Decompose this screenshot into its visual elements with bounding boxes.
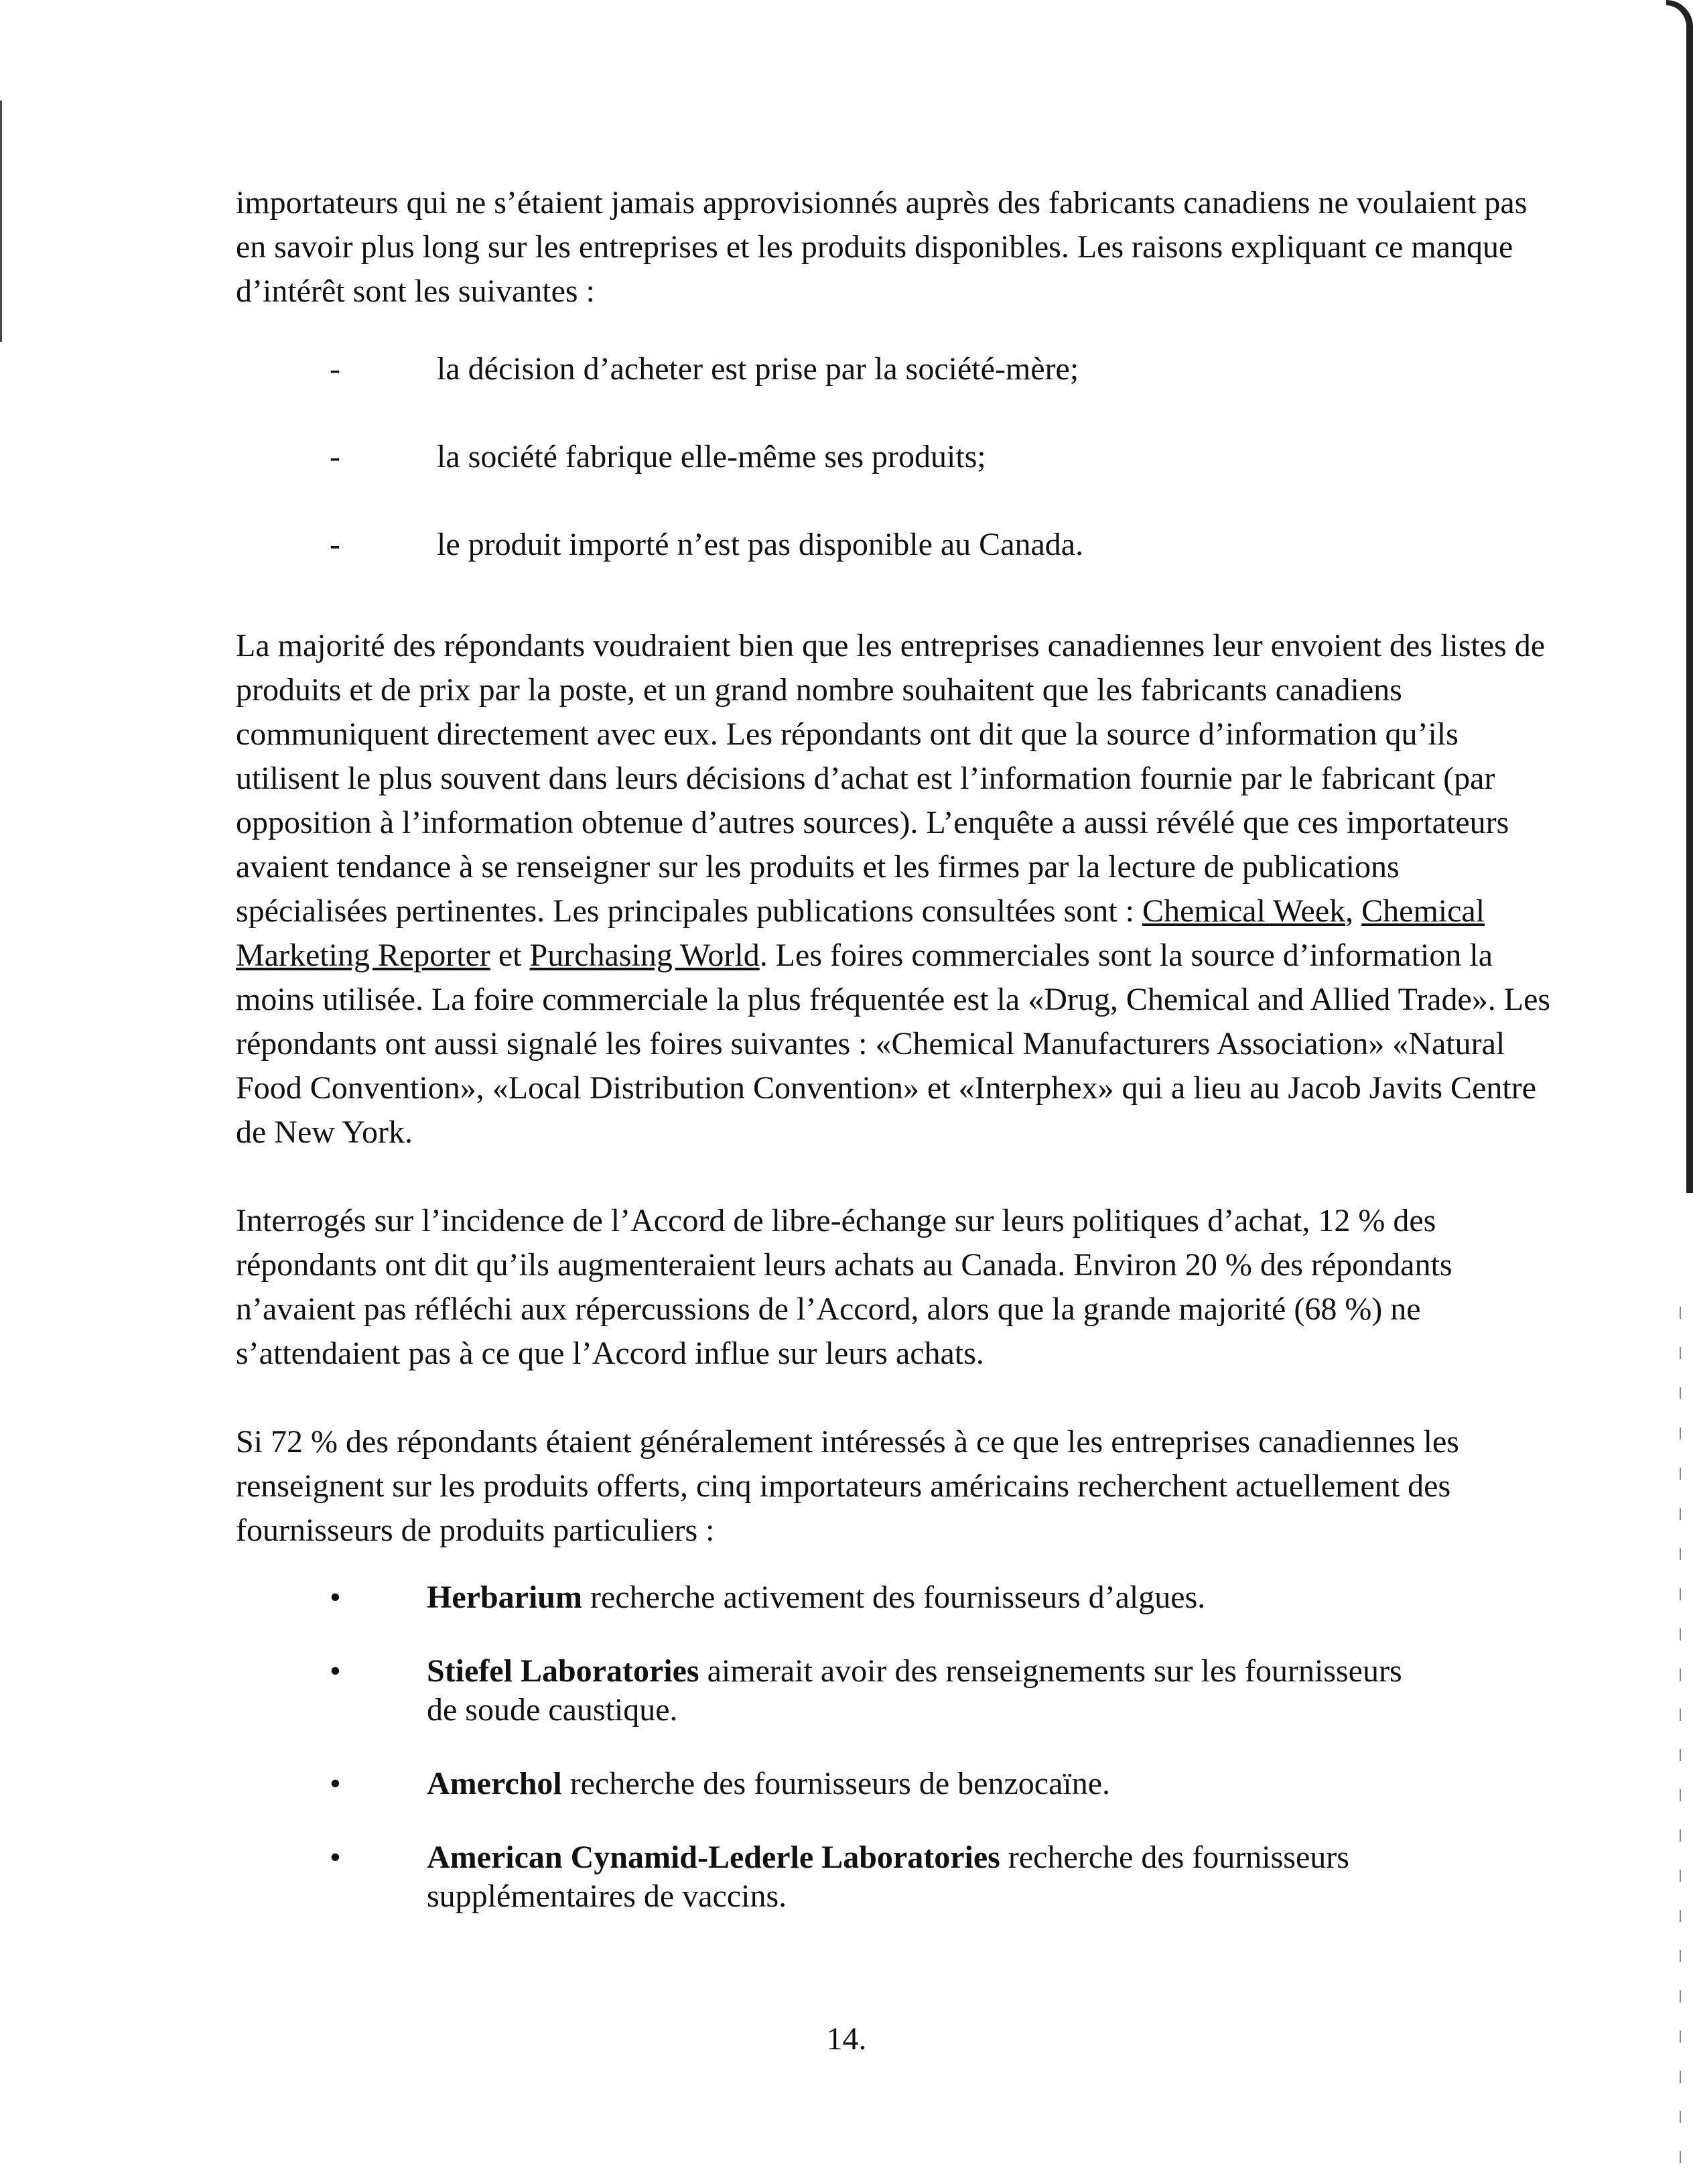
page-number: 14.: [826, 2021, 867, 2057]
bullet-marker: •: [330, 1840, 341, 1875]
publication-title: Chemical Marketing Reporter: [236, 893, 1485, 973]
bullet-marker: •: [330, 1653, 341, 1689]
publication-title: Purchasing World: [529, 938, 760, 973]
list-item-text: la décision d’acheter est prise par la société-mère;: [437, 351, 1079, 387]
list-item: [236, 1838, 1556, 1916]
list-item-text: recherche des fournisseurs de benzocaïne.: [561, 1766, 1111, 1801]
separator: ,: [1345, 893, 1362, 929]
list-item: [236, 1578, 1556, 1617]
page-content: [236, 181, 1556, 1951]
bullet-marker: •: [330, 1580, 341, 1615]
company-name: Stiefel Laboratories: [427, 1653, 699, 1689]
dash-marker: -: [330, 439, 340, 474]
separator: et: [490, 938, 530, 973]
company-name: Herbarium: [427, 1580, 582, 1615]
list-item: [236, 1764, 1556, 1803]
interest-paragraph: Si 72 % des répondants étaient généralement intéressés à ce que les entreprises canadiennes les renseignent sur les produits offerts, cinq importateurs américains recherchent actuellement des fournisseurs de produits particuliers :: [236, 1424, 1459, 1548]
company-name: American Cynamid-Lederle Laboratories: [427, 1840, 1000, 1875]
list-item: [236, 1652, 1556, 1730]
sources-text-2: . Les foires commerciales sont la source d’information la moins utilisée. La foire commerciale la plus fréquentée est la «Drug, Chemical and Allied Trade». Les répondants ont aussi signalé les foires suivantes : «Chemical Manufacturers Association» «Natural Food Convention», «Local Distribution Convention» et «Interphex» qui a lieu au Jacob Javits Centre de New York.: [236, 938, 1551, 1150]
list-item-text: recherche des fournisseurs supplémentaires de vaccins.: [427, 1840, 1349, 1914]
free-trade-paragraph: Interrogés sur l’incidence de l’Accord de libre-échange sur leurs politiques d’achat, 12 % des répondants ont dit qu’ils augmenteraient leurs achats au Canada. Environ 20 % des répondants n’avaient pas réfléchi aux répercussions de l’Accord, alors que la grande majorité (68 %) ne s’attendaient pas à ce que l’Accord influe sur leurs achats.: [236, 1203, 1452, 1371]
sources-paragraph: [236, 624, 1556, 1155]
dash-marker: -: [330, 351, 340, 387]
list-item: [236, 523, 1556, 567]
intro-paragraph: importateurs qui ne s’étaient jamais approvisionnés auprès des fabricants canadiens ne voulaient pas en savoir plus long sur les entreprises et les produits disponibles. Les raisons expliquant ce manque d’intérêt sont les suivantes :: [236, 185, 1528, 309]
list-item: [236, 347, 1556, 391]
sources-text-1: La majorité des répondants voudraient bien que les entreprises canadiennes leur envoient des listes de produits et de prix par la poste, et un grand nombre souhaitent que les fabricants canadiens communiquent directement avec eux. Les répondants ont dit que la source d’information qu’ils utilisent le plus souvent dans leurs décisions d’achat est l’information fournie par le fabricant (par opposition à l’information obtenue d’autres sources). L’enquête a aussi révélé que ces importateurs avaient tendance à se renseigner sur les produits et les firmes par la lecture de publications spécialisées pertinentes. Les principales publications consultées sont :: [236, 628, 1546, 929]
company-name: Amerchol: [427, 1766, 562, 1801]
importers-list: [236, 1578, 1556, 1916]
dash-marker: -: [330, 527, 340, 562]
publication-title: Chemical Week: [1142, 893, 1346, 929]
list-item-text: le produit importé n’est pas disponible au Canada.: [437, 527, 1084, 562]
list-item: [236, 435, 1556, 479]
list-item-text: la société fabrique elle-même ses produits;: [437, 439, 986, 474]
list-item-text: recherche activement des fournisseurs d’algues.: [582, 1580, 1206, 1615]
scan-edge-line: [0, 101, 2, 342]
reasons-list: [236, 347, 1556, 567]
list-item-text: aimerait avoir des renseignements sur les fournisseurs de soude caustique.: [427, 1653, 1402, 1728]
bullet-marker: •: [330, 1766, 341, 1801]
scan-edge-mark: [1666, 0, 1693, 1193]
